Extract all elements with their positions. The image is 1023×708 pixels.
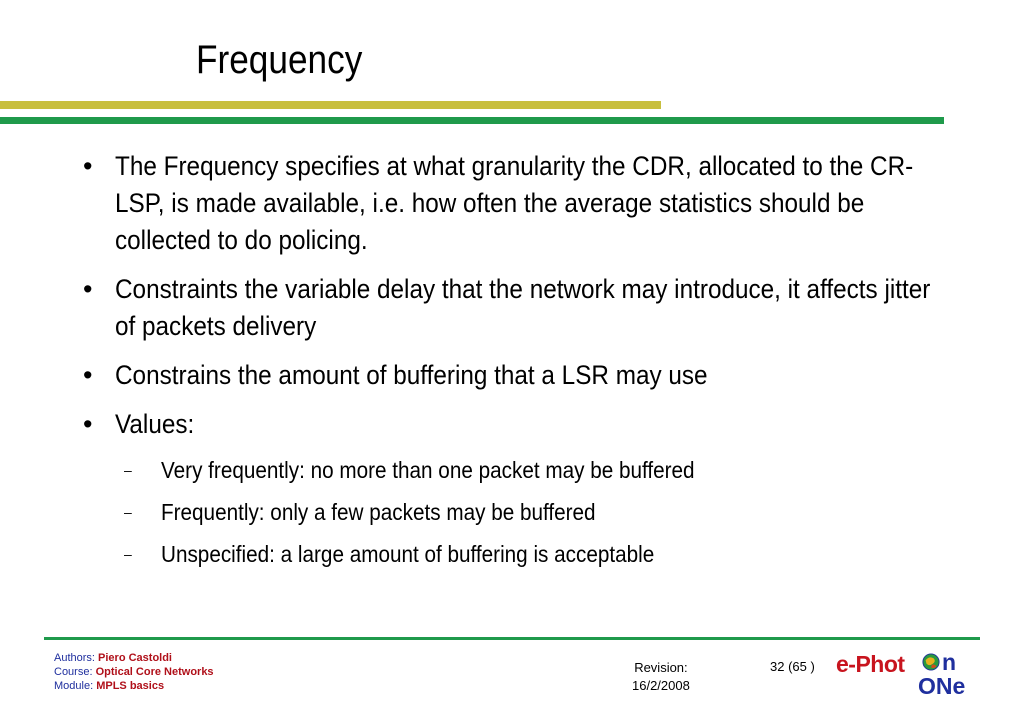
logo-text-n: n xyxy=(942,649,957,675)
sub-bullet-mark: – xyxy=(124,462,132,478)
bullet-mark: • xyxy=(83,360,93,390)
logo-text-top: e-Phot xyxy=(836,651,905,677)
bullet-text: Values: xyxy=(115,409,195,439)
footer-revision xyxy=(632,659,690,695)
footer-module xyxy=(54,679,214,693)
bullet-mark: • xyxy=(83,151,93,181)
sub-bullet-item xyxy=(80,539,950,569)
footer-divider xyxy=(44,637,980,640)
bullet-item xyxy=(80,406,950,443)
title-underline-olive xyxy=(0,101,661,109)
sub-bullet-item xyxy=(80,497,950,527)
logo-text-bottom: ONe xyxy=(918,673,966,699)
bullet-mark: • xyxy=(83,409,93,439)
page-number: 32 (65 ) xyxy=(770,659,815,674)
bullet-mark: • xyxy=(83,274,93,304)
revision-date: 16/2/2008 xyxy=(632,678,690,693)
revision-label: Revision: xyxy=(634,660,688,675)
authors-label: Authors: xyxy=(54,652,99,664)
bullet-item xyxy=(80,357,950,394)
title-underline-green xyxy=(0,117,944,124)
sub-bullet-text: Very frequently: no more than one packet may be buffered xyxy=(161,457,695,483)
sub-bullet-mark: – xyxy=(124,504,132,520)
sub-bullet-text: Unspecified: a large amount of buffering is acceptable xyxy=(161,541,655,567)
bullet-item xyxy=(80,271,950,345)
sub-bullet-item xyxy=(80,455,950,485)
bullet-item xyxy=(80,148,950,259)
course-label: Course: xyxy=(54,666,96,678)
slide-title: Frequency xyxy=(196,38,363,82)
footer-credits xyxy=(54,651,214,693)
bullet-text: The Frequency specifies at what granularity the CDR, allocated to the CR-LSP, is made available, i.e. how often the average statistics should be collected to do policing. xyxy=(115,151,914,255)
sub-bullet-mark: – xyxy=(124,546,132,562)
globe-icon xyxy=(922,653,940,671)
e-photon-one-logo xyxy=(836,651,986,701)
course-value: Optical Core Networks xyxy=(95,666,214,678)
bullet-text: Constrains the amount of buffering that a LSR may use xyxy=(115,360,708,390)
module-label: Module: xyxy=(54,680,97,692)
authors-value: Piero Castoldi xyxy=(98,652,172,664)
footer-authors xyxy=(54,651,214,665)
sub-bullet-text: Frequently: only a few packets may be buffered xyxy=(161,499,596,525)
module-value: MPLS basics xyxy=(96,680,165,692)
slide-body xyxy=(80,148,950,581)
bullet-text: Constraints the variable delay that the network may introduce, it affects jitter of packets delivery xyxy=(115,274,931,341)
footer-course xyxy=(54,665,214,679)
